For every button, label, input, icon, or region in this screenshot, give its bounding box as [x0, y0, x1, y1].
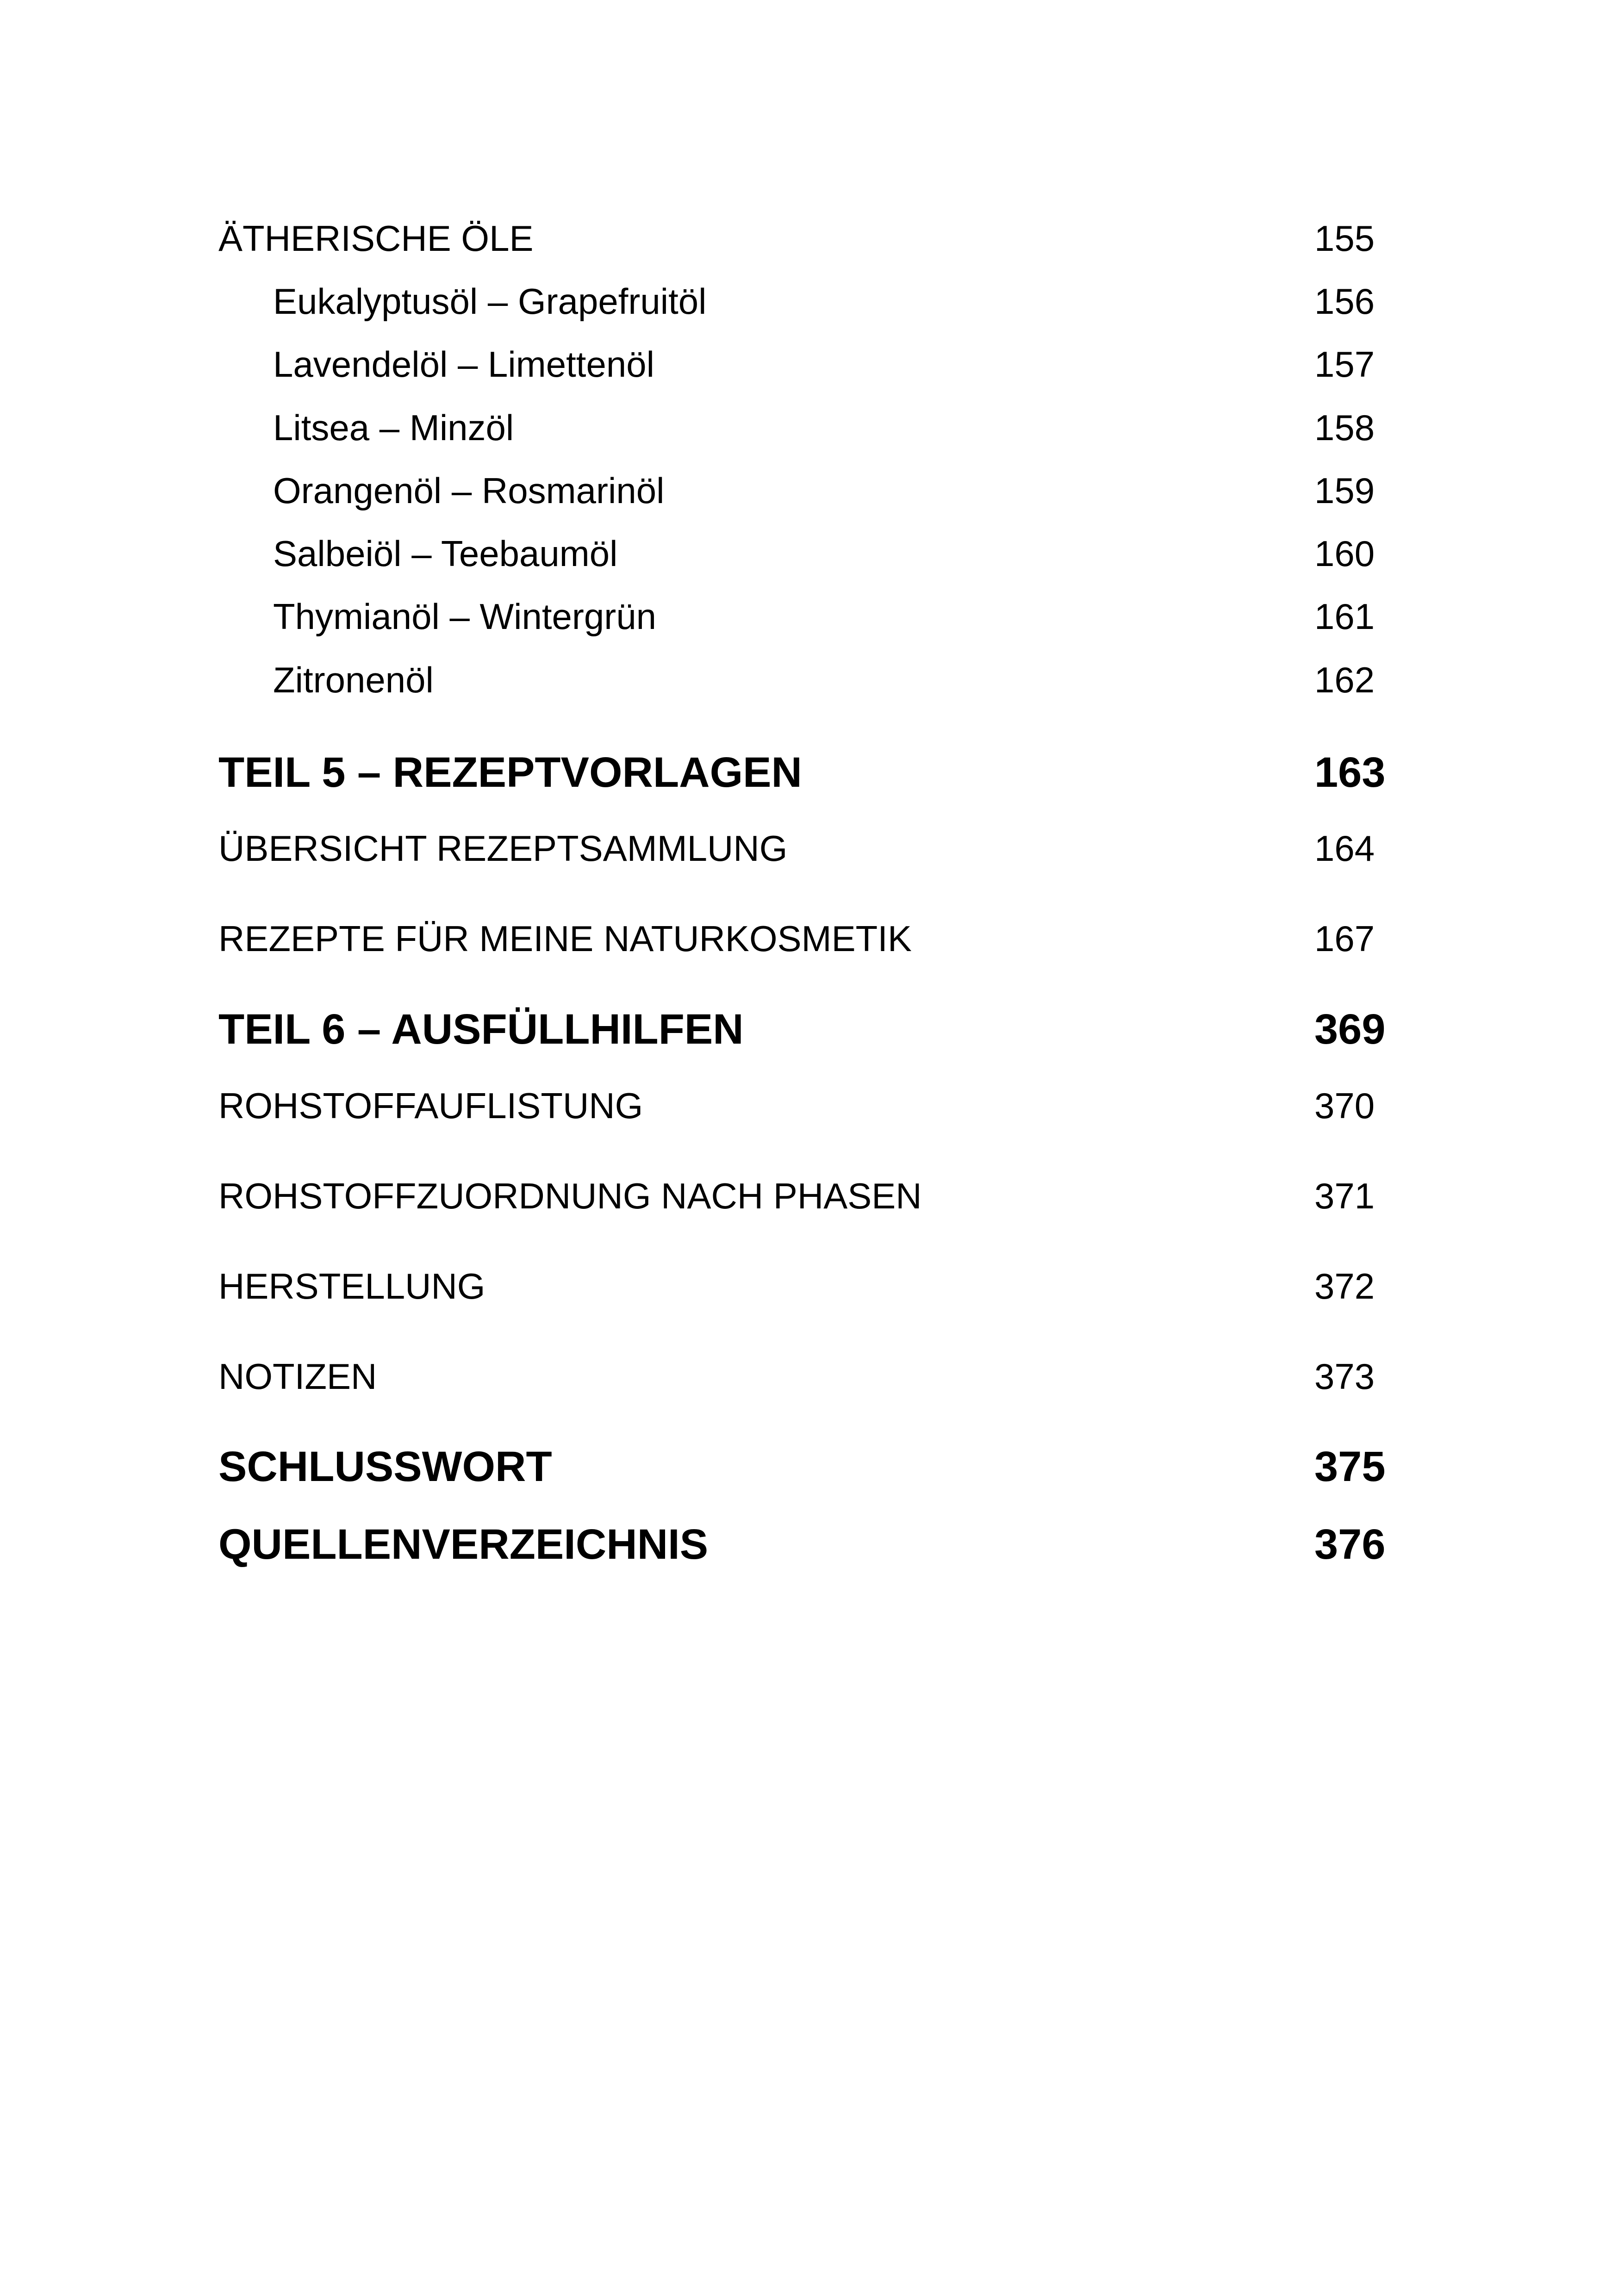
- toc-entry-page: 160: [1314, 533, 1375, 574]
- toc-entry-page: 167: [1314, 918, 1375, 959]
- toc-entry-page: 157: [1314, 344, 1375, 385]
- toc-entry-page: 164: [1314, 828, 1375, 869]
- toc-entry-page: 376: [1314, 1521, 1386, 1568]
- toc-entry-title: NOTIZEN: [218, 1356, 377, 1397]
- toc-entry-rohstoffauflistung: [0, 1078, 1618, 1133]
- toc-entry-page: 162: [1314, 660, 1375, 700]
- toc-entry-title: Litsea – Minzöl: [273, 407, 514, 448]
- toc-entry-page: 156: [1314, 281, 1375, 322]
- toc-entry-title: Thymianöl – Wintergrün: [273, 596, 656, 637]
- toc-subentry-zitronenoel: [0, 652, 1618, 708]
- toc-heading-quellenverzeichnis: [0, 1517, 1618, 1572]
- toc-entry-title: HERSTELLUNG: [218, 1266, 485, 1307]
- toc-entry-page: 370: [1314, 1085, 1375, 1126]
- toc-entry-page: 375: [1314, 1443, 1386, 1490]
- toc-entry-title: TEIL 6 – AUSFÜLLHILFEN: [218, 1006, 744, 1053]
- toc-entry-page: 373: [1314, 1356, 1375, 1397]
- toc-subentry-orangenoel: [0, 463, 1618, 518]
- toc-entry-title: ROHSTOFFAUFLISTUNG: [218, 1085, 643, 1126]
- toc-entry-title: ROHSTOFFZUORDNUNG NACH PHASEN: [218, 1176, 922, 1216]
- toc-subentry-salbeioel: [0, 526, 1618, 581]
- toc-entry-page: 159: [1314, 470, 1375, 511]
- toc-entry-title: ÄTHERISCHE ÖLE: [218, 218, 534, 259]
- toc-heading-schlusswort: [0, 1439, 1618, 1494]
- toc-entry-page: 371: [1314, 1176, 1375, 1216]
- toc-heading-teil-6: [0, 1002, 1618, 1057]
- toc-subentry-lavendeloel: [0, 336, 1618, 392]
- toc-entry-title: ÜBERSICHT REZEPTSAMMLUNG: [218, 828, 788, 869]
- toc-entry-title: QUELLENVERZEICHNIS: [218, 1521, 709, 1568]
- toc-entry-title: Zitronenöl: [273, 660, 434, 700]
- toc-entry-herstellung: [0, 1258, 1618, 1314]
- toc-entry-title: SCHLUSSWORT: [218, 1443, 552, 1490]
- toc-entry-page: 369: [1314, 1006, 1386, 1053]
- toc-entry-notizen: [0, 1349, 1618, 1404]
- toc-subentry-litsea: [0, 400, 1618, 455]
- toc-entry-page: 155: [1314, 218, 1375, 259]
- toc-subentry-eukalyptusoel: [0, 274, 1618, 329]
- toc-entry-title: Lavendelöl – Limettenöl: [273, 344, 654, 385]
- toc-entry-title: Orangenöl – Rosmarinöl: [273, 470, 665, 511]
- toc-entry-title: Salbeiöl – Teebaumöl: [273, 533, 618, 574]
- toc-entry-rohstoffzuordnung: [0, 1168, 1618, 1224]
- toc-subentry-thymianoel: [0, 589, 1618, 644]
- toc-entry-page: 163: [1314, 749, 1386, 796]
- toc-entry-title: REZEPTE FÜR MEINE NATURKOSMETIK: [218, 918, 912, 959]
- toc-entry-page: 372: [1314, 1266, 1375, 1307]
- toc-entry-uebersicht-rezeptsammlung: [0, 821, 1618, 876]
- toc-entry-title: Eukalyptusöl – Grapefruitöl: [273, 281, 707, 322]
- toc-entry-page: 158: [1314, 407, 1375, 448]
- toc-entry-page: 161: [1314, 596, 1375, 637]
- toc-entry-title: TEIL 5 – REZEPTVORLAGEN: [218, 749, 802, 796]
- toc-entry-rezepte-naturkosmetik: [0, 911, 1618, 966]
- toc-heading-teil-5: [0, 745, 1618, 800]
- toc-entry-aetherische-oele: [0, 211, 1618, 266]
